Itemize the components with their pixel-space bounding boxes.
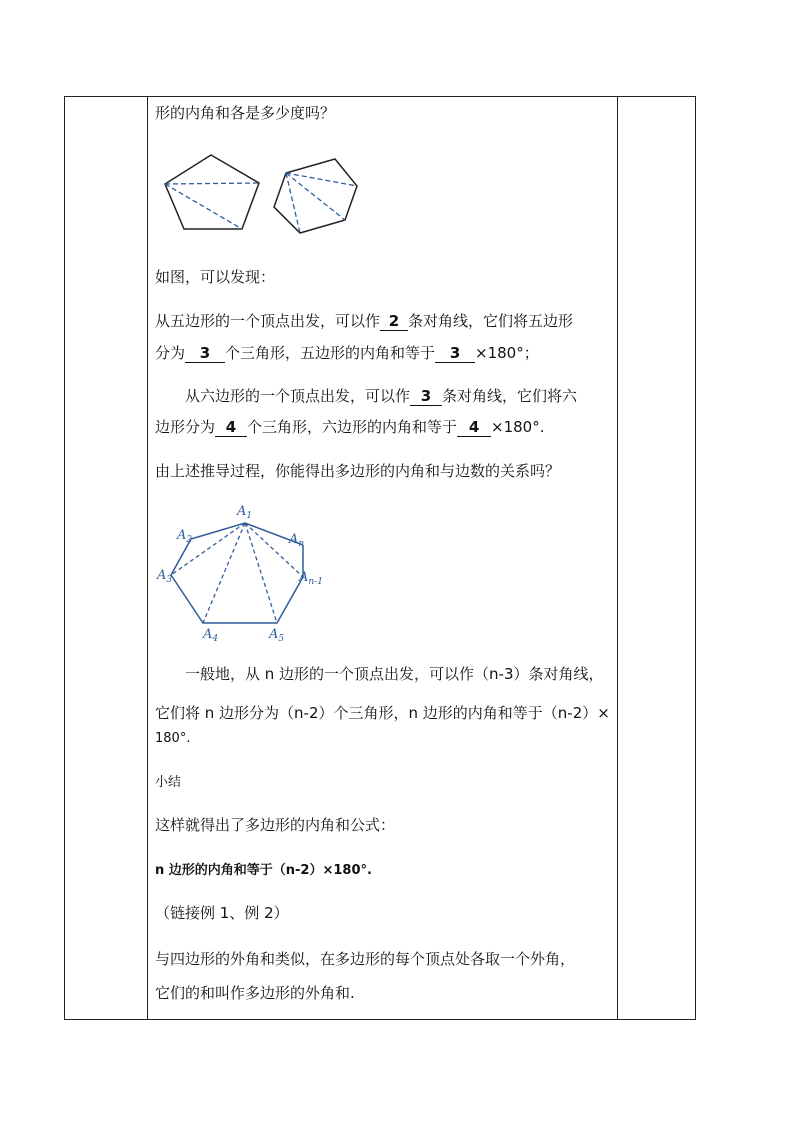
ngon-figure (155, 497, 345, 647)
label-a5: A5 (269, 627, 285, 644)
text-line-8: 一般地，从 n 边形的一个顶点出发，可以作（n-3）条对角线， (185, 665, 604, 683)
text-line-16: 它们的和叫作多边形的外角和. (155, 984, 355, 1002)
link-examples: （链接例 1、例 2） (155, 904, 289, 922)
text-line-4: 分为 3 个三角形，五边形的内角和等于 3 ×180°； (155, 344, 539, 362)
pentagon (165, 155, 259, 229)
text-line-1: 形的内角和各是多少度吗？ (155, 104, 336, 122)
text-line-6: 边形分为 4 个三角形，六边形的内角和等于 4 ×180°. (155, 418, 545, 436)
lesson-table (64, 96, 696, 1020)
text-line-3: 从五边形的一个顶点出发，可以作 2 条对角线，它们将五边形 (155, 312, 574, 330)
label-an-1: An-1 (299, 570, 323, 587)
text-line-12: 这样就得出了多边形的内角和公式： (155, 816, 396, 834)
text-line-10: 180°. (155, 731, 191, 746)
formula-line: n 边形的内角和等于（n-2）×180°. (155, 863, 372, 878)
label-a4: A4 (203, 627, 219, 644)
label-an: An (289, 532, 305, 549)
hexagon (274, 159, 357, 233)
label-a1: A1 (237, 504, 253, 521)
column-divider-right (617, 97, 618, 1019)
pentagon-hexagon-figure (155, 149, 365, 249)
text-line-7: 由上述推导过程，你能得出多边形的内角和与边数的关系吗？ (155, 462, 561, 480)
text-line-15: 与四边形的外角和类似，在多边形的每个顶点处各取一个外角， (155, 950, 576, 968)
column-divider-left (147, 97, 148, 1019)
label-a3: A3 (157, 568, 173, 585)
label-a2: A2 (177, 528, 193, 545)
text-line-5: 从六边形的一个顶点出发，可以作 3 条对角线，它们将六 (185, 387, 578, 405)
text-line-2: 如图，可以发现： (155, 268, 276, 286)
section-heading-summary: 小结 (155, 775, 182, 790)
text-line-9: 它们将 n 边形分为（n-2）个三角形，n 边形的内角和等于（n-2）× (155, 704, 610, 722)
